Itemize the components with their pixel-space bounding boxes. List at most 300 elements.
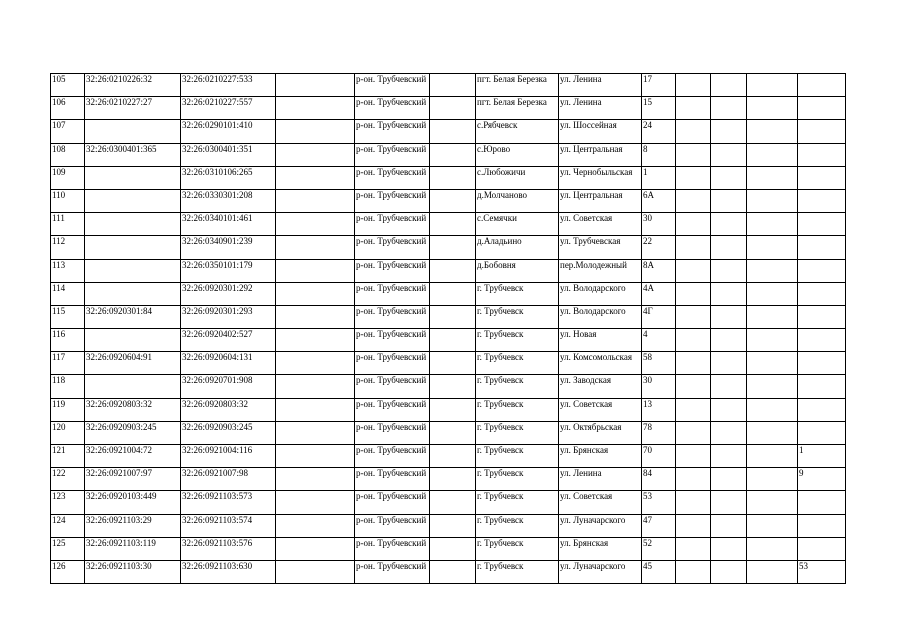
blank-cell (747, 213, 798, 236)
table-row (51, 166, 846, 189)
blank-cell (747, 514, 798, 537)
table-row (51, 189, 846, 212)
cadastral-number-cell: 32:26:0920903:245 (181, 421, 276, 444)
blank-cell (430, 97, 476, 120)
district-cell: р-он. Трубчевский (355, 421, 430, 444)
blank-cell (676, 97, 711, 120)
cadastral-number-cell: 32:26:0921004:116 (181, 445, 276, 468)
blank-cell (430, 514, 476, 537)
extra-number-cell (798, 398, 846, 421)
locality-cell: г. Трубчевск (476, 282, 559, 305)
cadastral-number-cell: 32:26:0920402:527 (181, 329, 276, 352)
previous-cadastral-number-cell: 32:26:0920903:245 (85, 421, 181, 444)
blank-cell (276, 375, 355, 398)
table-row (51, 97, 846, 120)
house-number-cell: 8А (642, 259, 676, 282)
blank-cell (747, 166, 798, 189)
extra-number-cell (798, 305, 846, 328)
house-number-cell: 52 (642, 537, 676, 560)
locality-cell: г. Трубчевск (476, 352, 559, 375)
blank-cell (747, 120, 798, 143)
row-number-cell: 119 (51, 398, 85, 421)
previous-cadastral-number-cell (85, 259, 181, 282)
cadastral-number-cell: 32:26:0300401:351 (181, 143, 276, 166)
previous-cadastral-number-cell (85, 213, 181, 236)
previous-cadastral-number-cell (85, 329, 181, 352)
row-number-cell: 124 (51, 514, 85, 537)
blank-cell (747, 445, 798, 468)
blank-cell (276, 468, 355, 491)
district-cell: р-он. Трубчевский (355, 74, 430, 97)
street-cell: ул. Чернобыльская (559, 166, 642, 189)
house-number-cell: 58 (642, 352, 676, 375)
row-number-cell: 117 (51, 352, 85, 375)
blank-cell (711, 213, 747, 236)
district-cell: р-он. Трубчевский (355, 329, 430, 352)
blank-cell (711, 398, 747, 421)
locality-cell: г. Трубчевск (476, 421, 559, 444)
locality-cell: г. Трубчевск (476, 305, 559, 328)
extra-number-cell: 9 (798, 468, 846, 491)
blank-cell (676, 74, 711, 97)
locality-cell: пгт. Белая Березка (476, 97, 559, 120)
district-cell: р-он. Трубчевский (355, 189, 430, 212)
house-number-cell: 78 (642, 421, 676, 444)
house-number-cell: 15 (642, 97, 676, 120)
house-number-cell: 6А (642, 189, 676, 212)
house-number-cell: 22 (642, 236, 676, 259)
extra-number-cell (798, 491, 846, 514)
blank-cell (430, 352, 476, 375)
district-cell: р-он. Трубчевский (355, 491, 430, 514)
street-cell: ул. Центральная (559, 189, 642, 212)
blank-cell (747, 143, 798, 166)
table-row (51, 282, 846, 305)
street-cell: ул. Брянская (559, 537, 642, 560)
blank-cell (276, 352, 355, 375)
district-cell: р-он. Трубчевский (355, 537, 430, 560)
blank-cell (711, 468, 747, 491)
blank-cell (747, 375, 798, 398)
extra-number-cell (798, 421, 846, 444)
row-number-cell: 113 (51, 259, 85, 282)
blank-cell (430, 398, 476, 421)
extra-number-cell (798, 352, 846, 375)
previous-cadastral-number-cell: 32:26:0921103:29 (85, 514, 181, 537)
blank-cell (711, 282, 747, 305)
street-cell: ул. Луначарского (559, 514, 642, 537)
blank-cell (747, 398, 798, 421)
blank-cell (676, 468, 711, 491)
street-cell: ул. Брянская (559, 445, 642, 468)
blank-cell (276, 329, 355, 352)
cadastral-number-cell: 32:26:0920604:131 (181, 352, 276, 375)
extra-number-cell (798, 74, 846, 97)
street-cell: ул. Советская (559, 491, 642, 514)
blank-cell (747, 236, 798, 259)
row-number-cell: 123 (51, 491, 85, 514)
cadastral-number-cell: 32:26:0921103:630 (181, 560, 276, 583)
extra-number-cell: 1 (798, 445, 846, 468)
blank-cell (430, 329, 476, 352)
table-row (51, 352, 846, 375)
blank-cell (747, 97, 798, 120)
extra-number-cell (798, 375, 846, 398)
row-number-cell: 106 (51, 97, 85, 120)
blank-cell (676, 259, 711, 282)
cadastral-number-cell: 32:26:0350101:179 (181, 259, 276, 282)
cadastral-number-cell: 32:26:0210227:557 (181, 97, 276, 120)
district-cell: р-он. Трубчевский (355, 143, 430, 166)
blank-cell (430, 74, 476, 97)
cadastral-number-cell: 32:26:0920301:292 (181, 282, 276, 305)
blank-cell (747, 329, 798, 352)
blank-cell (430, 120, 476, 143)
district-cell: р-он. Трубчевский (355, 375, 430, 398)
extra-number-cell (798, 259, 846, 282)
blank-cell (676, 537, 711, 560)
row-number-cell: 120 (51, 421, 85, 444)
previous-cadastral-number-cell (85, 282, 181, 305)
locality-cell: с.Рябчевск (476, 120, 559, 143)
extra-number-cell (798, 97, 846, 120)
blank-cell (676, 236, 711, 259)
blank-cell (276, 421, 355, 444)
blank-cell (676, 282, 711, 305)
blank-cell (430, 421, 476, 444)
street-cell: ул. Советская (559, 398, 642, 421)
blank-cell (747, 468, 798, 491)
blank-cell (711, 560, 747, 583)
house-number-cell: 70 (642, 445, 676, 468)
street-cell: ул. Октябрьская (559, 421, 642, 444)
blank-cell (711, 421, 747, 444)
blank-cell (711, 352, 747, 375)
blank-cell (430, 375, 476, 398)
table-row (51, 236, 846, 259)
blank-cell (430, 468, 476, 491)
district-cell: р-он. Трубчевский (355, 560, 430, 583)
blank-cell (711, 120, 747, 143)
blank-cell (711, 259, 747, 282)
blank-cell (676, 305, 711, 328)
locality-cell: с.Семячки (476, 213, 559, 236)
blank-cell (276, 236, 355, 259)
row-number-cell: 118 (51, 375, 85, 398)
blank-cell (676, 120, 711, 143)
blank-cell (747, 537, 798, 560)
blank-cell (711, 236, 747, 259)
blank-cell (676, 213, 711, 236)
locality-cell: г. Трубчевск (476, 468, 559, 491)
district-cell: р-он. Трубчевский (355, 259, 430, 282)
blank-cell (676, 491, 711, 514)
blank-cell (430, 143, 476, 166)
table-row (51, 445, 846, 468)
blank-cell (430, 236, 476, 259)
table-row (51, 74, 846, 97)
blank-cell (430, 445, 476, 468)
district-cell: р-он. Трубчевский (355, 213, 430, 236)
blank-cell (711, 74, 747, 97)
locality-cell: г. Трубчевск (476, 445, 559, 468)
previous-cadastral-number-cell (85, 120, 181, 143)
blank-cell (711, 305, 747, 328)
extra-number-cell (798, 213, 846, 236)
locality-cell: г. Трубчевск (476, 560, 559, 583)
previous-cadastral-number-cell: 32:26:0921004:72 (85, 445, 181, 468)
table-row (51, 537, 846, 560)
previous-cadastral-number-cell: 32:26:0920604:91 (85, 352, 181, 375)
street-cell: пер.Молодежный (559, 259, 642, 282)
locality-cell: с.Юрово (476, 143, 559, 166)
house-number-cell: 84 (642, 468, 676, 491)
cadastral-number-cell: 32:26:0921007:98 (181, 468, 276, 491)
previous-cadastral-number-cell: 32:26:0210226:32 (85, 74, 181, 97)
blank-cell (676, 329, 711, 352)
extra-number-cell: 53 (798, 560, 846, 583)
table-row (51, 329, 846, 352)
blank-cell (711, 514, 747, 537)
house-number-cell: 53 (642, 491, 676, 514)
street-cell: ул. Володарского (559, 305, 642, 328)
blank-cell (276, 282, 355, 305)
previous-cadastral-number-cell: 32:26:0920803:32 (85, 398, 181, 421)
cadastral-number-cell: 32:26:0290101:410 (181, 120, 276, 143)
blank-cell (711, 143, 747, 166)
table-row (51, 213, 846, 236)
previous-cadastral-number-cell: 32:26:0920301:84 (85, 305, 181, 328)
locality-cell: пгт. Белая Березка (476, 74, 559, 97)
district-cell: р-он. Трубчевский (355, 236, 430, 259)
row-number-cell: 111 (51, 213, 85, 236)
blank-cell (711, 375, 747, 398)
previous-cadastral-number-cell: 32:26:0300401:365 (85, 143, 181, 166)
house-number-cell: 24 (642, 120, 676, 143)
street-cell: ул. Центральная (559, 143, 642, 166)
blank-cell (276, 514, 355, 537)
blank-cell (711, 97, 747, 120)
blank-cell (276, 97, 355, 120)
house-number-cell: 17 (642, 74, 676, 97)
blank-cell (676, 166, 711, 189)
street-cell: ул. Ленина (559, 468, 642, 491)
table-row (51, 259, 846, 282)
locality-cell: г. Трубчевск (476, 537, 559, 560)
table-row (51, 375, 846, 398)
locality-cell: д.Молчаново (476, 189, 559, 212)
cadastral-number-cell: 32:26:0340901:239 (181, 236, 276, 259)
cadastral-number-cell: 32:26:0340101:461 (181, 213, 276, 236)
blank-cell (276, 74, 355, 97)
table-row (51, 560, 846, 583)
district-cell: р-он. Трубчевский (355, 305, 430, 328)
street-cell: ул. Луначарского (559, 560, 642, 583)
previous-cadastral-number-cell (85, 375, 181, 398)
blank-cell (276, 398, 355, 421)
blank-cell (430, 537, 476, 560)
locality-cell: д.Бобовня (476, 259, 559, 282)
street-cell: ул. Трубчевская (559, 236, 642, 259)
blank-cell (276, 213, 355, 236)
row-number-cell: 112 (51, 236, 85, 259)
blank-cell (676, 143, 711, 166)
district-cell: р-он. Трубчевский (355, 445, 430, 468)
extra-number-cell (798, 166, 846, 189)
blank-cell (676, 398, 711, 421)
extra-number-cell (798, 514, 846, 537)
row-number-cell: 107 (51, 120, 85, 143)
blank-cell (676, 445, 711, 468)
table-row (51, 398, 846, 421)
blank-cell (711, 491, 747, 514)
previous-cadastral-number-cell: 32:26:0920103:449 (85, 491, 181, 514)
house-number-cell: 1 (642, 166, 676, 189)
previous-cadastral-number-cell: 32:26:0921007:97 (85, 468, 181, 491)
blank-cell (676, 514, 711, 537)
blank-cell (747, 560, 798, 583)
row-number-cell: 105 (51, 74, 85, 97)
row-number-cell: 115 (51, 305, 85, 328)
blank-cell (430, 259, 476, 282)
blank-cell (430, 305, 476, 328)
district-cell: р-он. Трубчевский (355, 282, 430, 305)
house-number-cell: 4Г (642, 305, 676, 328)
blank-cell (276, 120, 355, 143)
locality-cell: г. Трубчевск (476, 514, 559, 537)
district-cell: р-он. Трубчевский (355, 97, 430, 120)
blank-cell (676, 421, 711, 444)
locality-cell: г. Трубчевск (476, 375, 559, 398)
extra-number-cell (798, 329, 846, 352)
table-row (51, 514, 846, 537)
blank-cell (430, 491, 476, 514)
blank-cell (747, 282, 798, 305)
locality-cell: г. Трубчевск (476, 398, 559, 421)
blank-cell (711, 445, 747, 468)
house-number-cell: 30 (642, 375, 676, 398)
extra-number-cell (798, 143, 846, 166)
previous-cadastral-number-cell (85, 236, 181, 259)
blank-cell (747, 421, 798, 444)
street-cell: ул. Ленина (559, 74, 642, 97)
cadastral-number-cell: 32:26:0921103:574 (181, 514, 276, 537)
cadastral-number-cell: 32:26:0921103:576 (181, 537, 276, 560)
table-row (51, 120, 846, 143)
blank-cell (276, 560, 355, 583)
street-cell: ул. Ленина (559, 97, 642, 120)
blank-cell (711, 189, 747, 212)
district-cell: р-он. Трубчевский (355, 398, 430, 421)
blank-cell (430, 166, 476, 189)
street-cell: ул. Шоссейная (559, 120, 642, 143)
blank-cell (711, 166, 747, 189)
blank-cell (676, 375, 711, 398)
row-number-cell: 109 (51, 166, 85, 189)
district-cell: р-он. Трубчевский (355, 468, 430, 491)
row-number-cell: 122 (51, 468, 85, 491)
house-number-cell: 45 (642, 560, 676, 583)
extra-number-cell (798, 537, 846, 560)
previous-cadastral-number-cell (85, 166, 181, 189)
cadastral-number-cell: 32:26:0921103:573 (181, 491, 276, 514)
previous-cadastral-number-cell: 32:26:0921103:119 (85, 537, 181, 560)
row-number-cell: 126 (51, 560, 85, 583)
blank-cell (276, 143, 355, 166)
blank-cell (747, 74, 798, 97)
district-cell: р-он. Трубчевский (355, 120, 430, 143)
blank-cell (747, 491, 798, 514)
row-number-cell: 116 (51, 329, 85, 352)
blank-cell (747, 305, 798, 328)
blank-cell (430, 560, 476, 583)
street-cell: ул. Заводская (559, 375, 642, 398)
locality-cell: г. Трубчевск (476, 329, 559, 352)
locality-cell: г. Трубчевск (476, 491, 559, 514)
table-row (51, 491, 846, 514)
row-number-cell: 108 (51, 143, 85, 166)
previous-cadastral-number-cell: 32:26:0921103:30 (85, 560, 181, 583)
street-cell: ул. Новая (559, 329, 642, 352)
extra-number-cell (798, 189, 846, 212)
table-row (51, 468, 846, 491)
table-row (51, 421, 846, 444)
blank-cell (430, 282, 476, 305)
extra-number-cell (798, 282, 846, 305)
property-register-table (50, 73, 846, 584)
blank-cell (676, 189, 711, 212)
street-cell: ул. Советская (559, 213, 642, 236)
blank-cell (276, 259, 355, 282)
street-cell: ул. Володарского (559, 282, 642, 305)
blank-cell (747, 189, 798, 212)
house-number-cell: 4А (642, 282, 676, 305)
blank-cell (430, 213, 476, 236)
extra-number-cell (798, 236, 846, 259)
blank-cell (276, 305, 355, 328)
street-cell: ул. Комсомольская (559, 352, 642, 375)
blank-cell (276, 537, 355, 560)
house-number-cell: 47 (642, 514, 676, 537)
house-number-cell: 4 (642, 329, 676, 352)
house-number-cell: 13 (642, 398, 676, 421)
previous-cadastral-number-cell: 32:26:0210227:27 (85, 97, 181, 120)
district-cell: р-он. Трубчевский (355, 352, 430, 375)
blank-cell (276, 189, 355, 212)
row-number-cell: 114 (51, 282, 85, 305)
cadastral-number-cell: 32:26:0310106:265 (181, 166, 276, 189)
house-number-cell: 8 (642, 143, 676, 166)
cadastral-number-cell: 32:26:0920803:32 (181, 398, 276, 421)
table-row (51, 305, 846, 328)
cadastral-number-cell: 32:26:0210227:533 (181, 74, 276, 97)
row-number-cell: 110 (51, 189, 85, 212)
locality-cell: д.Аладьино (476, 236, 559, 259)
row-number-cell: 125 (51, 537, 85, 560)
house-number-cell: 30 (642, 213, 676, 236)
cadastral-number-cell: 32:26:0920301:293 (181, 305, 276, 328)
blank-cell (676, 560, 711, 583)
blank-cell (676, 352, 711, 375)
blank-cell (276, 491, 355, 514)
blank-cell (711, 537, 747, 560)
row-number-cell: 121 (51, 445, 85, 468)
blank-cell (276, 166, 355, 189)
district-cell: р-он. Трубчевский (355, 514, 430, 537)
blank-cell (747, 352, 798, 375)
blank-cell (711, 329, 747, 352)
blank-cell (430, 189, 476, 212)
